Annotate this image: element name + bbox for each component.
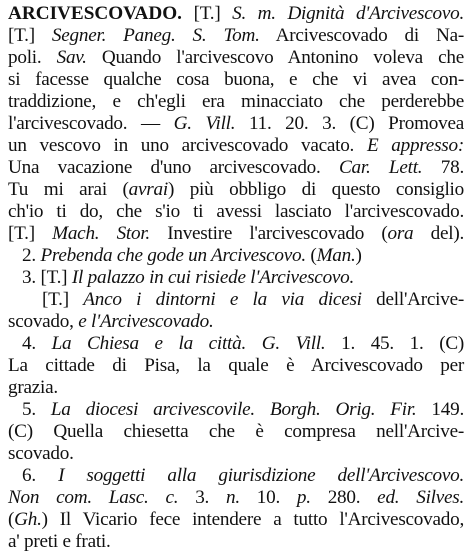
example-text: ( — [8, 509, 15, 530]
entry-line-2 — [8, 25, 464, 47]
example-text: 10. — [239, 487, 297, 508]
source-tag: [T.] — [181, 3, 233, 24]
example-text: ) Il Vicario fece intendere a tutto l'Arcivescovado, — [41, 509, 464, 530]
example-text: Investire l'arcivescovado ( — [149, 223, 388, 244]
example-text: 11. 20. 3. (C) Promovea — [235, 113, 464, 134]
example-text: La cittade di Pisa, la quale è Arcivescovado per — [8, 355, 464, 376]
citation: Gh. — [14, 509, 42, 530]
source-tag: [T.] — [8, 25, 52, 46]
entry-line-12 — [22, 245, 464, 267]
example-text: Tu mi arai ( — [8, 179, 129, 200]
example-text: 78. — [422, 157, 465, 178]
spacer-text — [255, 399, 270, 420]
entry-line-20 — [8, 421, 464, 443]
definition: Anco i dintorni e la via dicesi — [83, 289, 362, 310]
example-text: (C) Quella chiesetta che è compresa nell'Arcive- — [8, 421, 464, 442]
example-text: Arcivescovado di Na- — [259, 25, 464, 46]
entry-line-19 — [22, 399, 464, 421]
citation: Non com. Lasc. c. — [8, 487, 179, 508]
citation: Car. Lett. — [338, 157, 423, 178]
example-text: 280. — [310, 487, 378, 508]
entry-line-3 — [8, 47, 464, 69]
entry-line-5 — [8, 91, 464, 113]
definition: e l'Arcivescovado. — [78, 311, 214, 332]
example-text: scovado. — [8, 443, 74, 464]
gloss: avrai — [128, 179, 168, 200]
example-text: l'arcivescovado. — — [8, 113, 174, 134]
entry-line-23 — [8, 487, 464, 509]
example-text: Una vacazione d'uno arcivescovado. — [8, 157, 339, 178]
entry-line-11 — [8, 223, 464, 245]
entry-line-16 — [22, 333, 464, 355]
citation: Sav. — [56, 47, 87, 68]
citation: G. Vill. — [261, 333, 326, 354]
definition: Prebenda che gode un Arcivescovo. — [40, 245, 306, 266]
citation: Borgh. Orig. Fir. — [269, 399, 417, 420]
example-text: ) più obbligo di questo consiglio — [167, 179, 464, 200]
sense-number: 2. — [22, 245, 41, 266]
citation: Segner. Paneg. S. Tom. — [51, 25, 260, 46]
source-tag: [T.] — [42, 289, 84, 310]
example-text: ch'io ti do, che s'io ti avessi lasciato l'arcivescovado. — [8, 201, 464, 222]
gloss: ora — [387, 223, 414, 244]
example-text: a' preti e frati. — [8, 531, 111, 552]
entry-line-7 — [8, 135, 464, 157]
entry-line-25 — [8, 531, 464, 553]
entry-line-9 — [8, 179, 464, 201]
entry-line-15 — [8, 311, 464, 333]
entry-line-10 — [8, 201, 464, 223]
entry-line-24 — [8, 509, 464, 531]
citation: E appresso: — [366, 135, 464, 156]
entry-line-4 — [8, 69, 464, 91]
example-text: ( — [305, 245, 317, 266]
citation: ed. Silves. — [377, 487, 465, 508]
citation: n. — [225, 487, 240, 508]
citation: p. — [296, 487, 311, 508]
sense-number: 5. — [22, 399, 51, 420]
citation: Mach. Stor. — [52, 223, 150, 244]
entry-line-6 — [8, 113, 464, 135]
entry-line-8 — [8, 157, 464, 179]
example-text: scovado, — [8, 311, 79, 332]
example-text: si facesse qualche cosa buona, e che vi avea con- — [8, 69, 464, 90]
example-text: 3. — [178, 487, 226, 508]
example-text: un vescovo in uno arcivescovado vacato. — [8, 135, 367, 156]
citation: Man. — [316, 245, 356, 266]
entry-line-13 — [22, 267, 464, 289]
source-tag: [T.] — [8, 223, 53, 244]
definition: S. m. Dignità d'Arcivescovo. — [232, 3, 464, 24]
entry-line-22 — [22, 465, 464, 487]
example-text: 149. — [416, 399, 465, 420]
sense-number: 3. [T.] — [22, 267, 72, 288]
definition: I soggetti alla giurisdizione dell'Arcivescovo. — [58, 465, 464, 486]
headword: ARCIVESCOVADO. — [8, 3, 182, 24]
example-text: ) — [355, 245, 362, 266]
definition: La Chiesa e la città. — [51, 333, 247, 354]
example-text: grazia. — [8, 377, 58, 398]
entry-line-1 — [8, 3, 464, 25]
example-text: traddizione, e ch'egli era minacciato che perderebbe — [8, 91, 464, 112]
entry-line-18 — [8, 377, 464, 399]
example-text: poli. — [8, 47, 57, 68]
sense-number: 6. — [22, 465, 59, 486]
entry-line-17 — [8, 355, 464, 377]
citation: G. Vill. — [173, 113, 236, 134]
entry-line-21 — [8, 443, 464, 465]
example-text: Quando l'arcivescovo Antonino voleva che — [86, 47, 464, 68]
example-text: 1. 45. 1. (C) — [325, 333, 465, 354]
definition: La diocesi arcivescovile. — [50, 399, 255, 420]
definition: Il palazzo in cui risiede l'Arcivescovo. — [71, 267, 355, 288]
sense-number: 4. — [22, 333, 52, 354]
entry-line-14 — [42, 289, 464, 311]
spacer-text — [246, 333, 262, 354]
example-text: del). — [413, 223, 464, 244]
example-text: dell'Arcive- — [361, 289, 465, 310]
